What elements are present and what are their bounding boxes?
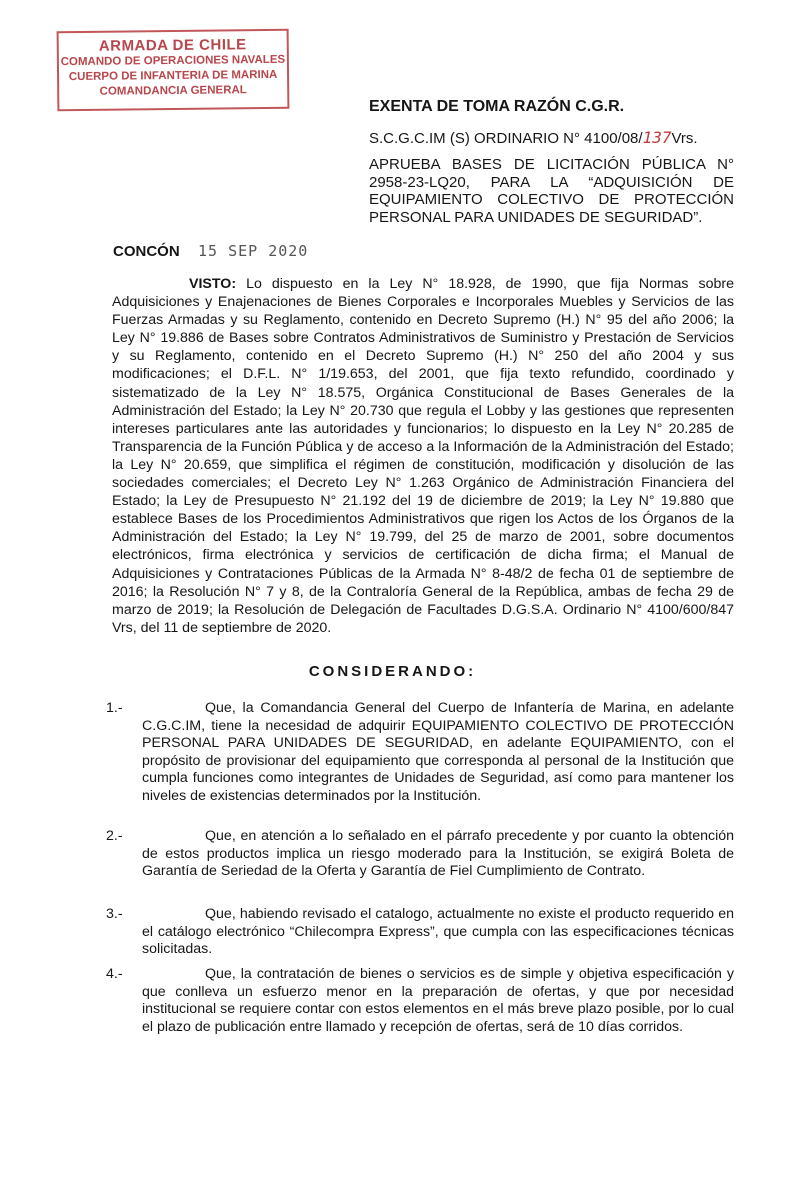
visto-lead: VISTO: [189,276,237,292]
item-text: Que, la contratación de bienes o servicios es de simple y objetiva especificación y que conlleva un esfuerzo menor en la preparación de ofertas, y que por necesidad institucional se requiere contar con estos elementos en el más breve plazo posible, por lo cual el plazo de publicación entre llamado y recepción de ofertas, será de 10 días corridos. [142,966,734,1035]
place-name: CONCÓN [113,243,180,260]
item-text: Que, en atención a lo señalado en el párrafo precedente y por cuanto la obtención de estos productos implica un riesgo moderado para la Institución, se exigirá Boleta de Garantía de Seriedad de la Oferta y Garantía de Fiel Cumplimiento de Contrato. [142,828,734,879]
considerando-item-1 [106,700,734,805]
exenta-heading: EXENTA DE TOMA RAZÓN C.G.R. [369,98,625,115]
stamp-line-4: COMANDANCIA GENERAL [99,84,247,98]
item-text: Que, habiendo revisado el catalogo, actualmente no existe el producto requerido en el catálogo electrónico “Chilecompra Express”, que cumpla con las especificaciones técnicas solicitadas. [142,906,734,957]
visto-paragraph [112,275,734,637]
reference-prefix: S.C.G.C.IM (S) ORDINARIO N° 4100/08/ [369,130,643,147]
considerando-item-2 [106,828,734,881]
stamp-line-3: CUERPO DE INFANTERIA DE MARINA [68,68,278,84]
item-number: 4.- [106,966,123,982]
visto-text: Lo dispuesto en la Ley N° 18.928, de 1990, que fija Normas sobre Adquisiciones y Enajenaciones de Bienes Corporales e Incorporales Muebles y Servicios de las Fuerzas Armadas y su Reglamento, contenido en Decreto Supremo (H.) N° 95 del año 2006; la Ley N° 19.886 de Bases sobre Contratos Administrativos de Suministro y Prestación de Servicios y su Reglamento, contenido en el Decreto Supremo (H.) N° 250 del año 2004 y sus modificaciones; el D.F.L. N° 1/19.653, del 2001, que fija texto refundido, coordinado y sistematizado de la Ley N° 18.575, Orgánica Constitucional de Bases Generales de la Administración del Estado; la Ley N° 20.730 que regula el Lobby y las gestiones que representen intereses particulares ante las autoridades y funcionarios; lo dispuesto en la Ley N° 20.285 de Transparencia de la Función Pública y de acceso a la Información de la Administración del Estado; la Ley N° 20.659, que simplifica el régimen de constitución, modificación y disolución de las sociedades comerciales; el Decreto Ley N° 1.263 Orgánico de Administración Financiera del Estado; la Ley de Presupuesto N° 21.192 del 19 de diciembre de 2019; la Ley N° 19.880 que establece Bases de los Procedimientos Administrativos que rigen los Actos de los Órganos de la Administración del Estado; la Ley N° 19.799, del 25 de marzo de 2001, sobre documentos electrónicos, firma electrónica y servicios de certificación de dicha firma; el Manual de Adquisiciones y Contrataciones Públicas de la Armada N° 8-48/2 de fecha 01 de septiembre de 2016; la Resolución N° 7 y 8, de la Contraloría General de la República, ambas de fecha 29 de marzo de 2019; la Resolución de Delegación de Facultades D.G.S.A. Ordinario N° 4100/600/847 Vrs, del 11 de septiembre de 2020. [112,276,734,636]
considerando-item-4 [106,966,734,1036]
item-number: 1.- [106,700,123,716]
reference-suffix: Vrs. [671,130,698,147]
document-subject: APRUEBA BASES DE LICITACIÓN PÚBLICA N° 2958-23-LQ20, PARA LA “ADQUISICIÓN DE EQUIPAMIENTO COLECTIVO DE PROTECCIÓN PERSONAL PARA UNIDADES DE SEGURIDAD”. [369,156,734,226]
considerando-item-3 [106,906,734,959]
stamp-line-1: ARMADA DE CHILE [98,36,247,55]
item-number: 3.- [106,906,123,922]
item-number: 2.- [106,828,123,844]
institution-stamp [57,29,290,111]
reference-number [369,128,698,147]
handwritten-number: 137 [642,128,672,147]
date-stamp: 15 SEP 2020 [198,242,309,260]
item-text: Que, la Comandancia General del Cuerpo de Infantería de Marina, en adelante C.G.C.IM, tiene la necesidad de adquirir EQUIPAMIENTO COLECTIVO DE PROTECCIÓN PERSONAL PARA UNIDADES DE SEGURIDAD, en adelante EQUIPAMIENTO, con el propósito de provisionar del equipamiento que corresponda al personal de la Institución que cumpla funciones como integrantes de Unidades de Seguridad, así como para mantener los niveles de existencias determinados por la Institución. [142,700,734,804]
considerando-heading: CONSIDERANDO: [308,663,477,680]
stamp-line-2: COMANDO DE OPERACIONES NAVALES [60,53,286,69]
